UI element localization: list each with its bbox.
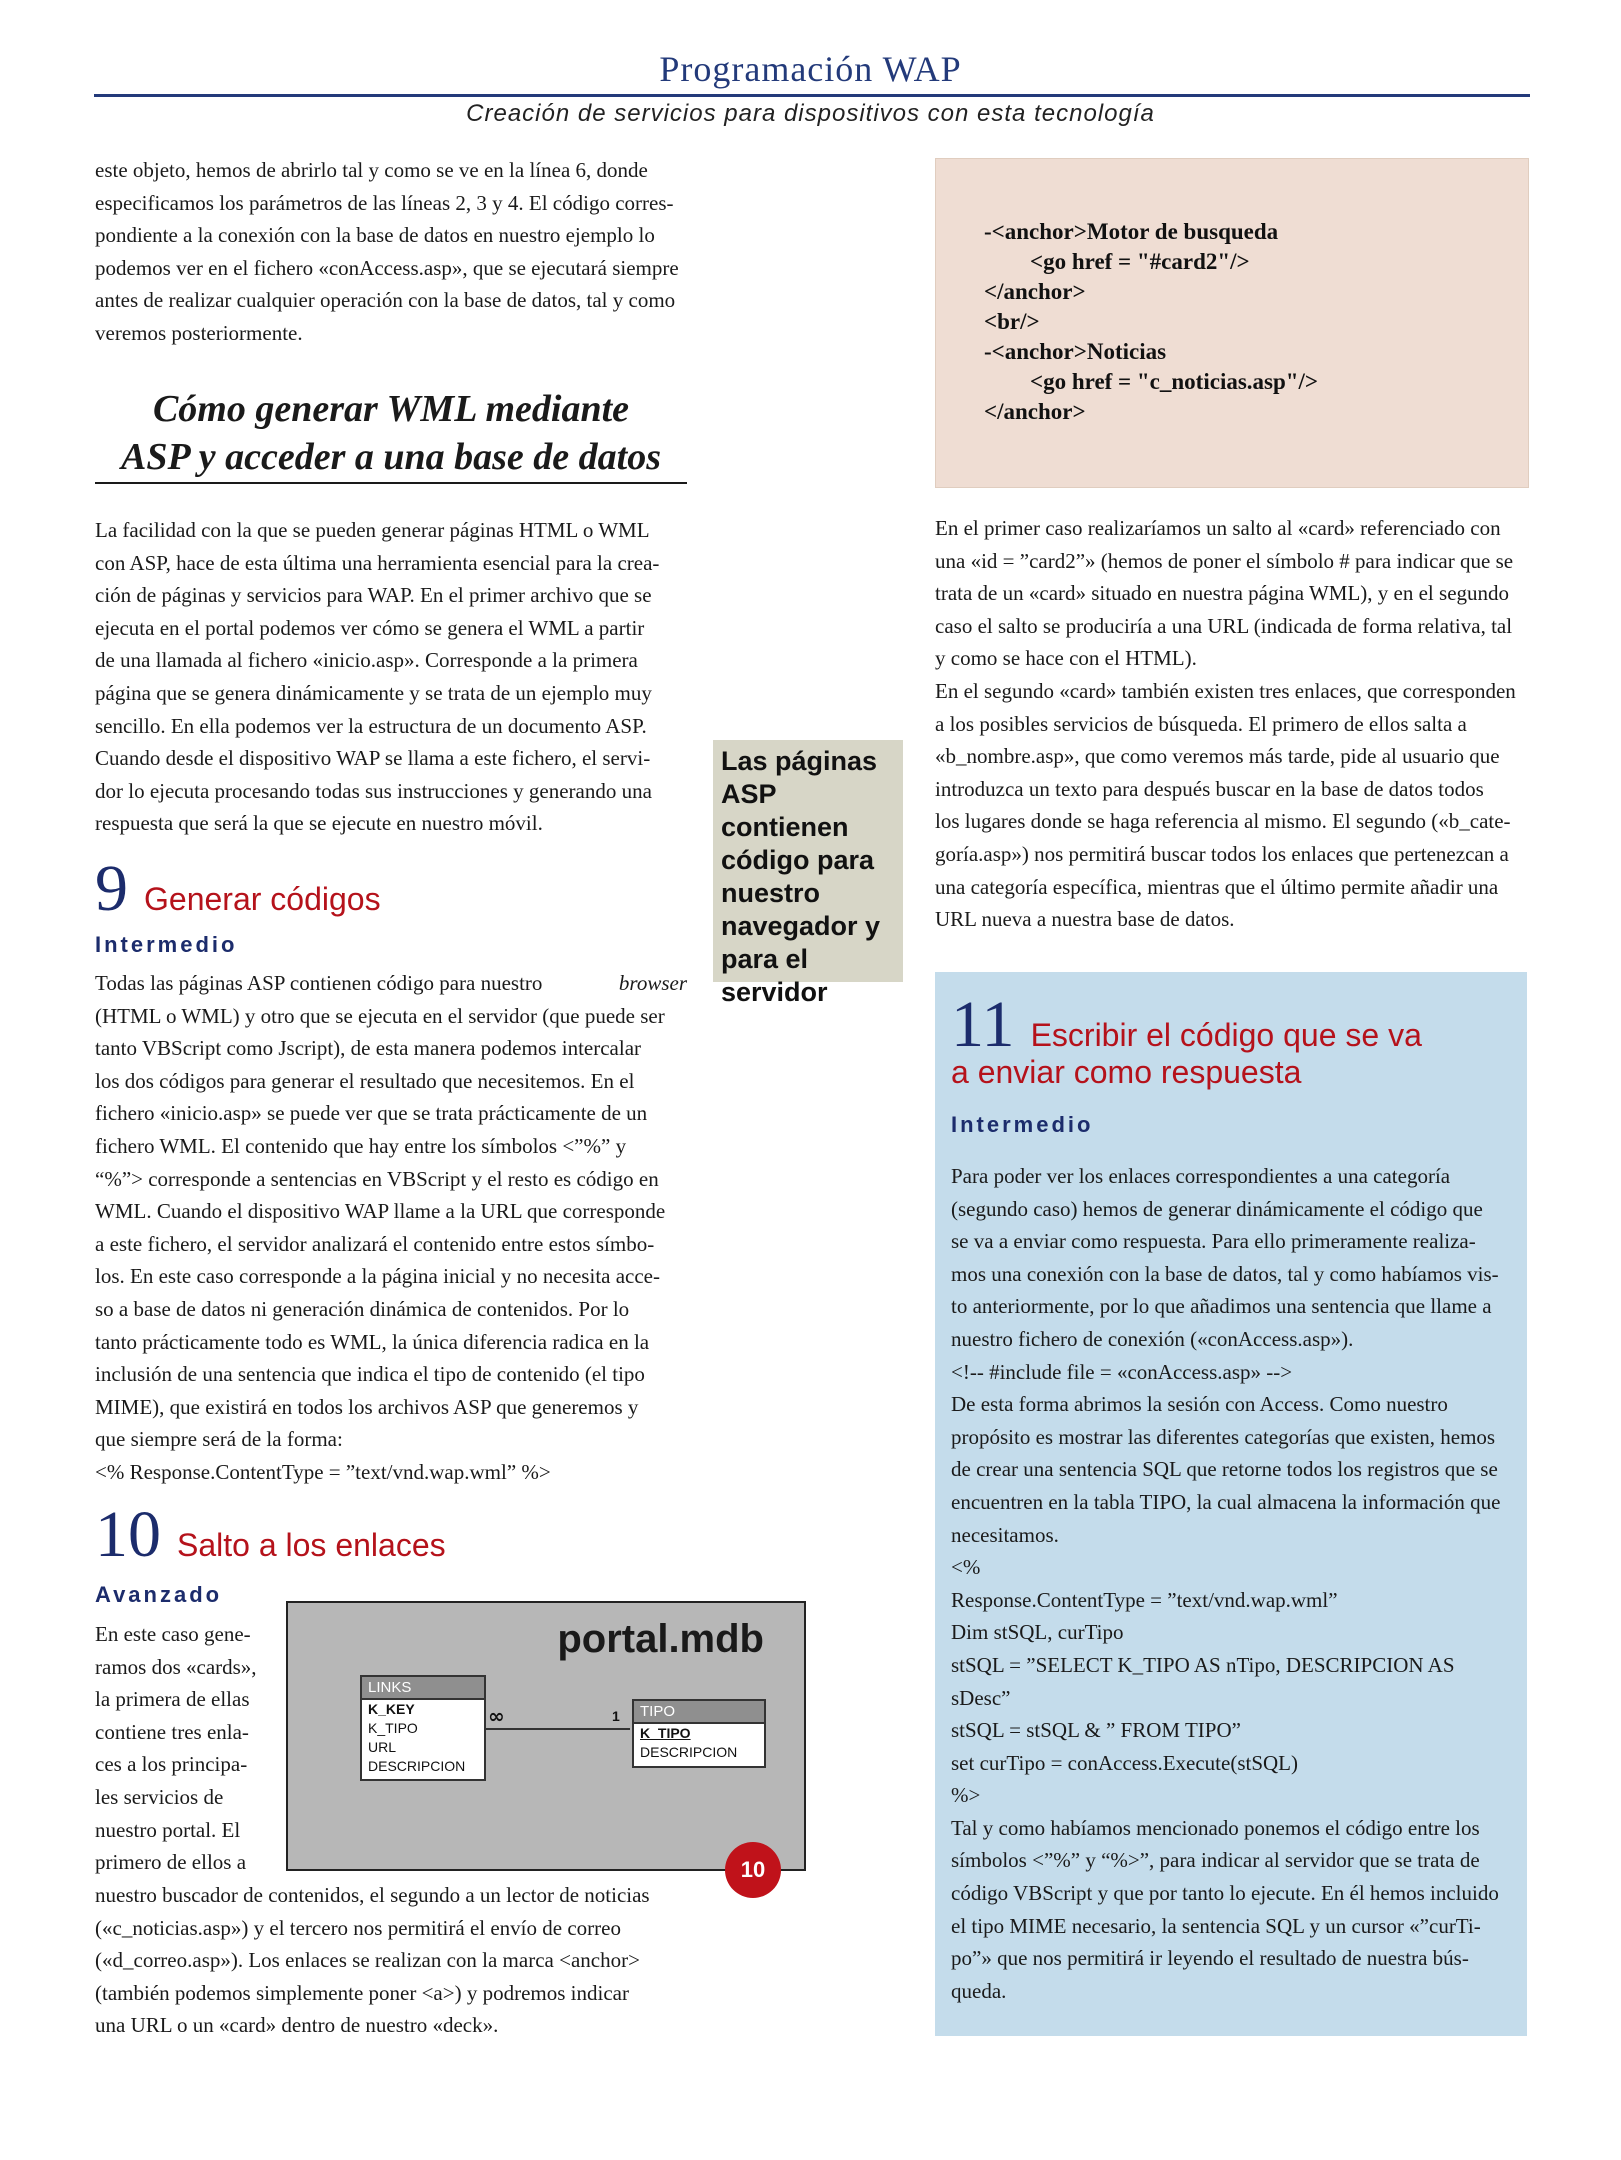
line: la primera de ellas — [95, 1687, 250, 1712]
intro-paragraph — [95, 154, 687, 350]
line: MIME), que existirá en todos los archivos ASP que generemos y — [95, 1394, 639, 1419]
line: <% Response.ContentType = ”text/vnd.wap.wml” %> — [95, 1459, 551, 1484]
line: contiene tres enla- — [95, 1719, 249, 1744]
line: una «id = ”card2”» (hemos de poner el símbolo # para indicar que se — [935, 548, 1514, 573]
line: los lugares donde se haga referencia al mismo. El segundo («b_cate- — [935, 809, 1511, 834]
line: La facilidad con la que se pueden generar páginas HTML o WML — [95, 518, 650, 542]
line: a este fichero, el servidor analizará el contenido entre estos símbo- — [95, 1231, 655, 1256]
difficulty-level: Avanzado — [95, 1582, 223, 1607]
running-header-title: Programación WAP — [659, 49, 962, 89]
line: y como se hace con el HTML). — [935, 646, 1197, 671]
line: nuestro buscador de contenidos, el segundo a un lector de noticias — [95, 1883, 650, 1907]
line: necesitamos. — [951, 1522, 1059, 1547]
line: tanto prácticamente todo es WML, la única diferencia radica en la — [95, 1329, 650, 1354]
line: stSQL = stSQL & ” FROM TIPO” — [951, 1718, 1241, 1743]
pull-quote — [713, 740, 903, 1007]
line: de crear una sentencia SQL que retorne todos los registros que se — [951, 1457, 1498, 1482]
line: to anteriormente, por lo que añadimos una sentencia que llame a — [951, 1294, 1492, 1319]
database-diagram-figure — [286, 1601, 806, 1871]
line: sencillo. En ella podemos ver la estructura de un documento ASP. — [95, 713, 647, 738]
line: Dim stSQL, curTipo — [951, 1620, 1124, 1645]
table-name: TIPO — [634, 1701, 764, 1724]
table-field: DESCRIPCION — [640, 1744, 738, 1760]
line: a los posibles servicios de búsqueda. El primero de ellos salta a — [935, 711, 1467, 736]
line: tanto VBScript como Jscript), de esta manera podemos intercalar — [95, 1036, 642, 1061]
figure-title: portal.mdb — [557, 1617, 764, 1661]
pull-quote-line: servidor — [721, 977, 828, 1007]
asp-paragraph — [95, 514, 687, 840]
line: En este caso gene- — [95, 1622, 251, 1646]
running-header-subtitle: Creación de servicios para dispositivos con esta tecnología — [466, 100, 1155, 127]
line: stSQL = ”SELECT K_TIPO AS nTipo, DESCRIPCION AS sDesc” — [951, 1652, 1455, 1710]
code-line: <br/> — [984, 309, 1040, 334]
line: de una llamada al fichero «inicio.asp». Corresponde a la primera — [95, 648, 638, 673]
code-example-box — [935, 158, 1529, 488]
pull-quote-line: nuestro — [721, 878, 821, 908]
table-field: K_TIPO — [640, 1725, 691, 1741]
line: Cuando desde el dispositivo WAP se llama a este fichero, el servi- — [95, 746, 651, 771]
section-title-line-2: a enviar como respuesta — [951, 1054, 1302, 1090]
line: nuestro fichero de conexión («conAccess.asp»). — [951, 1326, 1354, 1351]
table-field: URL — [368, 1739, 397, 1755]
line: trata de un «card» situado en nuestra página WML), y en el segundo — [935, 581, 1510, 606]
line: mos una conexión con la base de datos, tal y como habíamos vis- — [951, 1261, 1499, 1286]
line: ejecuta en el portal podemos ver cómo se genera el WML a partir — [95, 615, 645, 640]
line: fichero «inicio.asp» se puede ver que se trata prácticamente de un — [95, 1101, 648, 1126]
line: queda. — [951, 1978, 1007, 2003]
section-10-heading — [95, 1498, 687, 1571]
section-number: 9 — [95, 852, 128, 925]
table-field: K_TIPO — [368, 1720, 418, 1736]
one-symbol: 1 — [612, 1708, 620, 1724]
table-name: LINKS — [362, 1677, 484, 1700]
figure-number-badge: 10 — [725, 1842, 781, 1898]
line: En el segundo «card» también existen tres enlaces, que corresponden — [935, 678, 1516, 703]
tipo-table — [632, 1699, 766, 1768]
section-number: 11 — [951, 988, 1015, 1061]
line: ramos dos «cards», — [95, 1654, 257, 1679]
pull-quote-line: código para — [721, 845, 875, 875]
many-symbol: ∞ — [488, 1704, 505, 1728]
line: goría.asp») nos permitirá buscar todos los enlaces que pertenezcan a — [935, 841, 1509, 866]
line: URL nueva a nuestra base de datos. — [935, 907, 1235, 932]
line: inclusión de una sentencia que indica el tipo de contenido (el tipo — [95, 1362, 645, 1387]
line: %> — [951, 1783, 981, 1808]
pull-quote-line: Las páginas — [721, 746, 878, 776]
links-table — [360, 1675, 486, 1781]
heading-line-1: Cómo generar WML mediante — [152, 388, 630, 430]
heading-underline — [95, 482, 687, 484]
line: («c_noticias.asp») y el tercero nos permitirá el envío de correo — [95, 1915, 621, 1940]
line: WML. Cuando el dispositivo WAP llame a la URL que corresponde — [95, 1199, 666, 1224]
section-number: 10 — [95, 1498, 161, 1571]
line: pondiente a la conexión con la base de datos en nuestro ejemplo lo — [95, 223, 655, 248]
section-title: Generar códigos — [144, 881, 381, 917]
line: De esta forma abrimos la sesión con Access. Como nuestro — [951, 1392, 1448, 1417]
line: respuesta que será la que se ejecute en nuestro móvil. — [95, 811, 543, 836]
line: veremos posteriormente. — [95, 320, 303, 345]
line: Tal y como habíamos mencionado ponemos el código entre los — [951, 1815, 1480, 1840]
table-field: K_KEY — [368, 1701, 415, 1717]
heading-line-2: ASP y acceder a una base de datos — [120, 436, 662, 478]
difficulty-level: Intermedio — [951, 1112, 1094, 1137]
section-title: Salto a los enlaces — [177, 1527, 446, 1563]
line: set curTipo = conAccess.Execute(stSQL) — [951, 1750, 1298, 1775]
links-explanation-paragraph — [935, 512, 1527, 936]
line: nuestro portal. El — [95, 1817, 241, 1842]
section-title: Escribir el código que se va — [1030, 1017, 1422, 1053]
line: este objeto, hemos de abrirlo tal y como se ve en la línea 6, donde — [95, 158, 648, 182]
line: so a base de datos ni generación dinámica de contenidos. Por lo — [95, 1296, 630, 1321]
pull-quote-line: para el — [721, 944, 809, 974]
line: una URL o un «card» dentro de nuestro «deck». — [95, 2013, 499, 2038]
header-rule — [94, 94, 1530, 97]
line: les servicios de — [95, 1784, 224, 1809]
line — [95, 967, 687, 1000]
line: propósito es mostrar las diferentes categorías que existen, hemos — [951, 1424, 1496, 1449]
section-11-body — [951, 1160, 1511, 2007]
line: («d_correo.asp»). Los enlaces se realizan con la marca <anchor> — [95, 1948, 640, 1973]
section-11-box — [935, 972, 1527, 2036]
line: encuentren en la tabla TIPO, la cual almacena la información que — [951, 1489, 1501, 1514]
line: “%”> corresponde a sentencias en VBScript y el resto es código en — [95, 1166, 659, 1191]
code-line: -<anchor>Noticias — [984, 339, 1167, 364]
section-11-heading — [951, 988, 1521, 1091]
line: se va a enviar como respuesta. Para ello primeramente realiza- — [951, 1229, 1476, 1254]
code-line: </anchor> — [984, 279, 1086, 304]
code-line: <go href = "c_noticias.asp"/> — [984, 369, 1319, 394]
italic-word: browser — [618, 971, 687, 995]
pull-quote-line: navegador y — [721, 911, 881, 941]
line: con ASP, hace de esta última una herramienta esencial para la crea- — [95, 550, 660, 575]
code-line: <go href = "#card2"/> — [984, 249, 1250, 274]
line: ces a los principa- — [95, 1752, 248, 1777]
line: ción de páginas y servicios para WAP. En el primer archivo que se — [95, 583, 652, 608]
relationship-line — [484, 1728, 630, 1730]
line: especificamos los parámetros de las líneas 2, 3 y 4. El código corres- — [95, 190, 674, 215]
line: Response.ContentType = ”text/vnd.wap.wml” — [951, 1587, 1338, 1612]
line: En el primer caso realizaríamos un salto al «card» referenciado con — [935, 516, 1501, 540]
line: po”» que nos permitirá ir leyendo el resultado de nuestra bús- — [951, 1946, 1469, 1971]
section-9-heading — [95, 852, 687, 925]
line: que siempre será de la forma: — [95, 1427, 343, 1452]
section-heading — [95, 385, 687, 481]
line: los. En este caso corresponde a la página inicial y no necesita acce- — [95, 1264, 661, 1289]
pull-quote-line: ASP contienen — [721, 779, 849, 842]
line: podemos ver en el fichero «conAccess.asp», que se ejecutará siempre — [95, 255, 679, 280]
line: (segundo caso) hemos de generar dinámicamente el código que — [951, 1196, 1483, 1221]
line-text: Todas las páginas ASP contienen código para nuestro — [95, 971, 543, 995]
line: primero de ellos a — [95, 1850, 247, 1875]
section-9-body — [95, 967, 687, 1489]
table-field: DESCRIPCION — [368, 1758, 466, 1774]
line: antes de realizar cualquier operación con la base de datos, tal y como — [95, 288, 676, 313]
line: (también podemos simplemente poner <a>) y podremos indicar — [95, 1980, 629, 2005]
line: el tipo MIME necesario, la sentencia SQL y un cursor «”curTi- — [951, 1913, 1481, 1938]
line: fichero WML. El contenido que hay entre los símbolos <”%” y — [95, 1133, 627, 1158]
line: Para poder ver los enlaces correspondientes a una categoría — [951, 1164, 1451, 1188]
line: «b_nombre.asp», que como veremos más tarde, pide al usuario que — [935, 744, 1500, 769]
line: introduzca un texto para después buscar en la base de datos todos — [935, 776, 1484, 801]
line: <% — [951, 1555, 981, 1580]
line: dor lo ejecuta procesando todas sus instrucciones y generando una — [95, 778, 652, 803]
code-line: -<anchor>Motor de busqueda — [984, 219, 1279, 244]
line: (HTML o WML) y otro que se ejecuta en el servidor (que puede ser — [95, 1003, 665, 1028]
code-line: </anchor> — [984, 399, 1086, 424]
line: <!-- #include file = «conAccess.asp» --> — [951, 1359, 1293, 1384]
line: caso el salto se produciría a una URL (indicada de forma relativa, tal — [935, 613, 1513, 638]
line: los dos códigos para generar el resultado que necesitemos. En el — [95, 1068, 635, 1093]
line: página que se genera dinámicamente y se trata de un ejemplo muy — [95, 680, 652, 705]
line: una categoría específica, mientras que el último permite añadir una — [935, 874, 1499, 899]
difficulty-level: Intermedio — [95, 932, 238, 957]
section-10-body-narrow — [95, 1618, 267, 1879]
section-10-body-wide — [95, 1879, 687, 2042]
line: símbolos <”%” y “%>”, para indicar al servidor que se trata de — [951, 1848, 1480, 1873]
line: código VBScript y que por tanto lo ejecute. En él hemos incluido — [951, 1881, 1499, 1906]
